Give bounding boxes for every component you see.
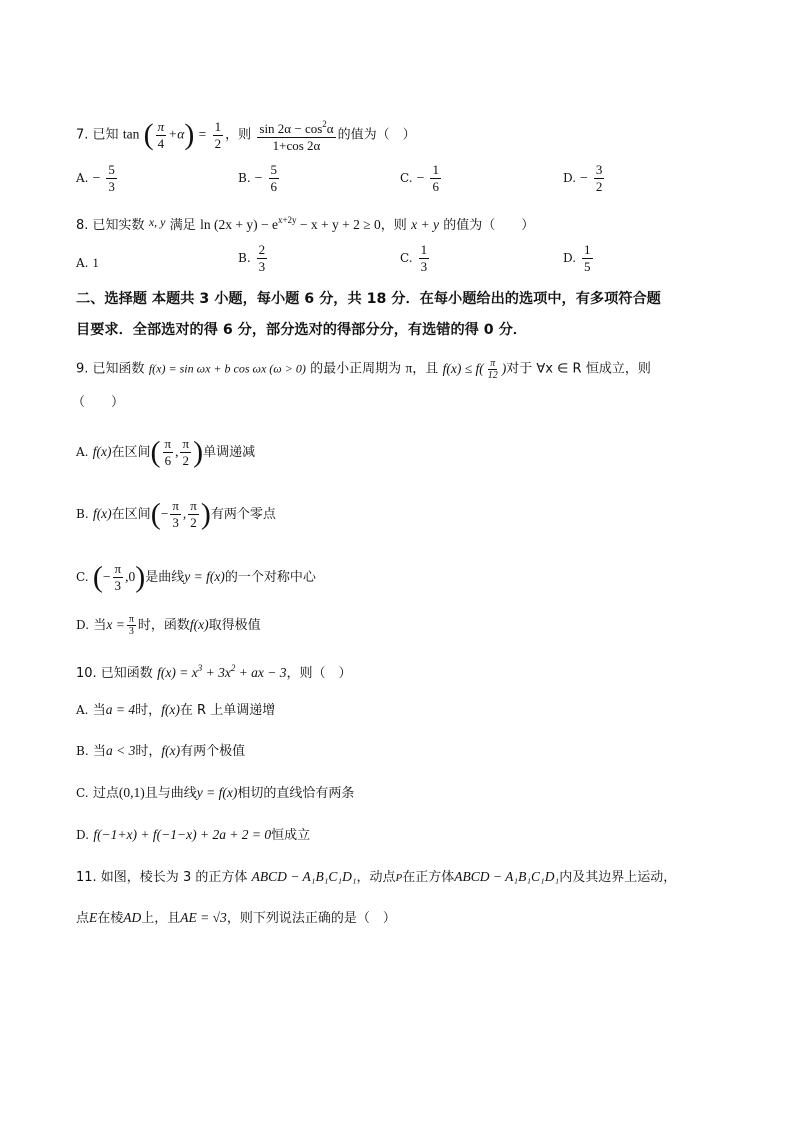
q8-option-d: D. $\frac{1}{5}$	[563, 242, 591, 274]
q7-stem-pre: 7. 已知	[76, 127, 119, 143]
q7-plus-alpha: +α	[168, 126, 185, 142]
q7-eq: =	[198, 126, 207, 142]
q8-vars: x, y	[148, 215, 166, 229]
q8-option-a: A. 1	[76, 256, 99, 270]
q10-stem: 10. 已知函数 $f(x) = x^3 + 3x^2$ + ax − 3，则（ ）	[76, 663, 352, 681]
q10-option-d: D. f(−1+x) + f(−1−x) + 2a + 2 = 0恒成立	[76, 827, 311, 843]
q7-stem-end: 的值为（ ）	[337, 127, 416, 143]
q10-option-c: C. 过点(0,1)且与曲线y = f(x)相切的直线恰有两条	[76, 785, 355, 801]
q10-option-b: B. 当a < 3时，f(x)有两个极值	[76, 743, 246, 759]
q9-inequality: f(x) ≤ f( $\frac{\pi}{12}$ )	[442, 358, 507, 381]
q9-function: f(x) = sin ωx + b cos ωx (ω > 0)	[148, 361, 306, 376]
q7-option-a: A. − $\frac{5}{3}$	[76, 162, 115, 194]
q10-function: $f(x) = x^3 + 3x^2$ + ax − 3	[157, 663, 287, 680]
q8-option-c: C. $\frac{1}{3}$	[400, 242, 428, 274]
q9-option-d: D. 当x = $\frac{\pi}{3}$ 时，函数f(x)取得极值	[76, 614, 261, 637]
q11-stem-line-2: 点E在棱AD上，且AE = √3，则下列说法正确的是（ ）	[76, 910, 396, 926]
q9-option-c: C. (− $\frac{\pi}{3}$ ,0)是曲线y = f(x)的一个对称中心	[76, 560, 316, 594]
q7-option-d: D. − $\frac{3}{2}$	[563, 162, 603, 194]
q7-option-c: C. − $\frac{1}{6}$	[400, 162, 439, 194]
q7-tan: tan	[122, 126, 140, 142]
q9-option-b: B. f(x)在区间(− $\frac{\pi}{3}$ , $\frac{\pi}{2}$ )有两个零点	[76, 497, 276, 531]
q7-rparen: )	[184, 118, 195, 151]
section-2-heading-line-2: 目要求．全部选对的得 6 分，部分选对的得部分分，有选错的得 0 分．	[76, 322, 527, 338]
q11-stem-line-1: 11. 如图，棱长为 3 的正方体 ABCD − A₁B₁C₁D₁，动点P在正方体ABCD − A₁B₁C₁D₁内及其边界上运动，	[76, 869, 677, 885]
q7-stem	[76, 116, 416, 154]
q10-option-a: A. 当a = 4时，f(x)在 R 上单调递增	[76, 702, 276, 718]
q8-x-plus-y: x + y	[411, 217, 439, 232]
q8-option-b: B. $\frac{2}{3}$	[238, 242, 266, 274]
q7-pi-over-4: $\frac{\pi}{4}$	[157, 118, 165, 151]
q7-option-b: B. − $\frac{5}{6}$	[238, 162, 278, 194]
q9-stem: 9. 已知函数 f(x) = sin ωx + b cos ωx (ω > 0) 的最小正周期为 π，且 f(x) ≤ f( $\frac{\pi}{12}$ )对于 ∀x ∈ R 恒成立，则	[76, 358, 651, 381]
q9-option-a: A. f(x)在区间( $\frac{\pi}{6}$ , $\frac{\pi}{2}$ )单调递减	[76, 435, 256, 469]
section-2-heading-line-1: 二、选择题 本题共 3 小题，每小题 6 分，共 18 分．在每小题给出的选项中，有多项符合题	[76, 291, 661, 307]
q8-expression: $\ln (2x + y) - e^{x+2y} - x + y + 2 \ge 0$	[200, 215, 381, 232]
q7-main-fraction: $\frac{\sin 2\alpha - \cos^2\alpha}{1+\cos 2\alpha}$	[257, 116, 335, 154]
q7-one-half: $\frac{1}{2}$	[214, 118, 222, 151]
q7-ze: ，则	[225, 127, 252, 143]
q8-stem: 8. 已知实数 x, y 满足 $\ln (2x + y) - e^{x+2y} - x + y + 2 \ge 0$，则 x + y 的值为（ ）	[76, 215, 535, 233]
q7-lparen: (	[143, 118, 154, 151]
q9-answer-paren: （ ）	[72, 395, 125, 410]
